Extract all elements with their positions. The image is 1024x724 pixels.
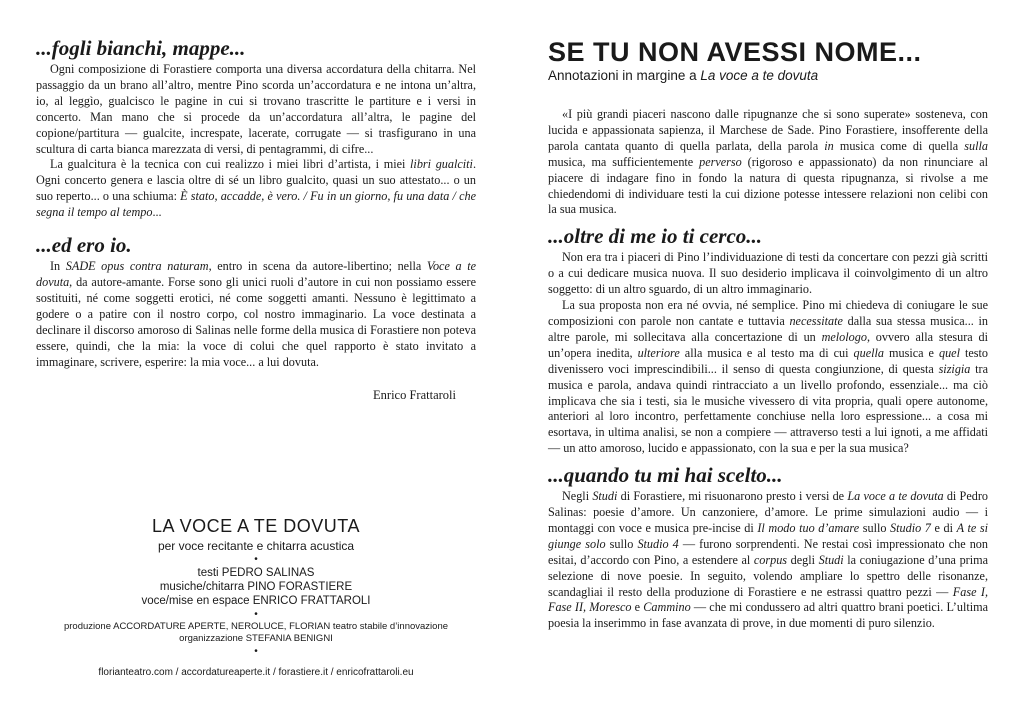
credits-subtitle: per voce recitante e chitarra acustica — [157, 539, 355, 553]
credits-organization: organizzazione STEFANIA BENIGNI — [179, 633, 333, 644]
section-heading-quando-tu: ...quando tu mi hai scelto... — [548, 463, 783, 488]
paragraph-accordatura: Ogni composizione di Forastiere comporta una diversa accordatura della chitarra. Nel passaggio da un brano all’altro, mentre Pino scorda un’accordatura e ne intona un’altra, io, al leggìo, gualcisco le pagine in cui si trovano trascritte le partiture e i versi in concerto. Man mano che si procede da un’accordatura all’altra, le pagine del copione/partitura — gualcite, increspate, lacerate, corrugate — si trasfigurano in una scultura di carta bianca marezzata di versi, di pentagrammi, di cifre... — [36, 62, 476, 156]
credits-websites: florianteatro.com / accordatureaperte.it / forastiere.it / enricofrattaroli.eu — [98, 667, 414, 678]
bullet-separator: • — [254, 609, 258, 620]
credits-music: musiche/chitarra PINO FORASTIERE — [159, 581, 353, 593]
paragraph-proposta: La sua proposta non era né ovvia, né semplice. Pino mi chiedeva di coniugare le sue composizioni con parole non cantate e tuttavia necessitate dalla sua stessa musica... in altre parole, mi sollecitava alla concertazione di un melologo, ovvero alla stesura di un’opera inedita, ulteriore alla musica e al testo ma di cui quella musica e quel testo divenissero voci imprescindibili... il senso di questa congiunzione, di questa sizigia tra musica e parola, andava quindi rintracciato a un livello profondo, essenziale... ma ciò implicava che sia i testi, sia le musiche vivessero di vita propria, quali opere autonome, anteriori al loro incontro, perfettamente conchiuse nella loro espressione... a cosa mi esortava, in ultima analisi, se non a compiere — attraverso testi a lui ignoti, a me affidati — un atto amoroso, lucido e appassionato, con la sua e per la sua musica? — [548, 298, 989, 456]
paragraph-studi: Negli Studi di Forastiere, mi risuonarono presto i versi de La voce a te dovuta di Pedro Salinas: poesie d’amore. Un canzoniere, d’amore. Le prime simulazioni audio — i montaggi con voce e musica pre-incise di Il modo tuo d’amare sullo Studio 7 e di A te si giunge solo sullo Studio 4 — furono sorprendenti. Ne restai così impressionato che non esitai, d’accordo con Pino, a estendere al corpus degli Studi la coniugazione d’una prima selezione di nove poesie. In seguito, volendo ampliare lo spettro delle risonanze, scandagliai il resto della produzione di Forastiere e ne estrassi quattro pezzi — Fase I, Fase II, Moresco e Cammino — che mi condussero ad altri quattro brani poetici. L’ultima poesia la inserimmo in fase avanzata di prove, in due momenti di puro silenzio. — [548, 489, 989, 631]
credits-production: produzione ACCORDATURE APERTE, NEROLUCE, FLORIAN teatro stabile d’innovazione — [63, 621, 449, 632]
page-title: SE TU NON AVESSI NOME... — [548, 37, 922, 67]
page-subtitle: Annotazioni in margine a La voce a te dovuta — [548, 68, 819, 83]
section-heading-oltre-di-me: ...oltre di me io ti cerco... — [548, 224, 763, 249]
credits-texts: testi PEDRO SALINAS — [197, 567, 315, 579]
bullet-separator: • — [254, 646, 258, 657]
credits-block — [36, 516, 476, 679]
credits-voice: voce/mise en espace ENRICO FRATTAROLI — [141, 595, 371, 607]
paragraph-gualcitura: La gualcitura è la tecnica con cui realizzo i miei libri d’artista, i miei libri gualciti. Ogni concerto genera e lascia oltre di sé un libro gualcito, quasi un suo attestato... o un suo reperto... o una schiuma: È stato, accadde, è vero. / Fu in un giorno, fu una data / che segna il tempo al tempo... — [36, 157, 476, 220]
paragraph-desiderio: Non era tra i piaceri di Pino l’individuazione di testi da concertare con pezzi già scritti o a cui dedicare musica nuova. Il suo desiderio implicava il coinvolgimento di un altro soggetto: di un altro sguardo, di un altro immaginario. — [548, 250, 988, 297]
paragraph-intro: «I più grandi piaceri nascono dalle ripugnanze che si sono superate» sosteneva, con lucida e appassionata sapienza, il Marchese de Sade. Pino Forastiere, insofferente della parola cantata quanto di quella parlata, della parola in musica come di quella sulla musica, ma sufficientemente perverso (rigoroso e appassionato) da non rinunciare al piacere di indagare fino in fondo la natura di questa ripugnanza, si rivolse a me chiedendomi di individuare testi la cui dizione potesse intessere relazioni non celibi con la sua musica. — [548, 107, 988, 217]
bullet-separator: • — [254, 554, 258, 565]
credits-title: LA VOCE A TE DOVUTA — [152, 516, 360, 536]
paragraph-autore: In SADE opus contra naturam, entro in scena da autore-libertino; nella Voce a te dovuta, da autore-amante. Forse sono gli unici ruoli d’autore in cui non possiamo essere sostituiti, né come soggetti erotici, né come soggetti amanti. Nessuno è legittimato a godere o a patire con il nostro corpo, col nostro immaginario. La voce destinata a declinare il discorso amoroso di Salinas nelle forme della musica di Forastiere non poteva essere, quindi, che la mia: la voce di colui che quel rapporto è stato invitato a immaginare, scrivere, esperire: la mia voce... a lui dovuta. — [36, 259, 476, 369]
right-page — [512, 0, 1024, 724]
section-heading-ed-ero-io: ...ed ero io. — [36, 233, 132, 258]
section-heading-fogli-bianchi: ...fogli bianchi, mappe... — [36, 36, 246, 60]
author-signature: Enrico Frattaroli — [373, 388, 456, 403]
